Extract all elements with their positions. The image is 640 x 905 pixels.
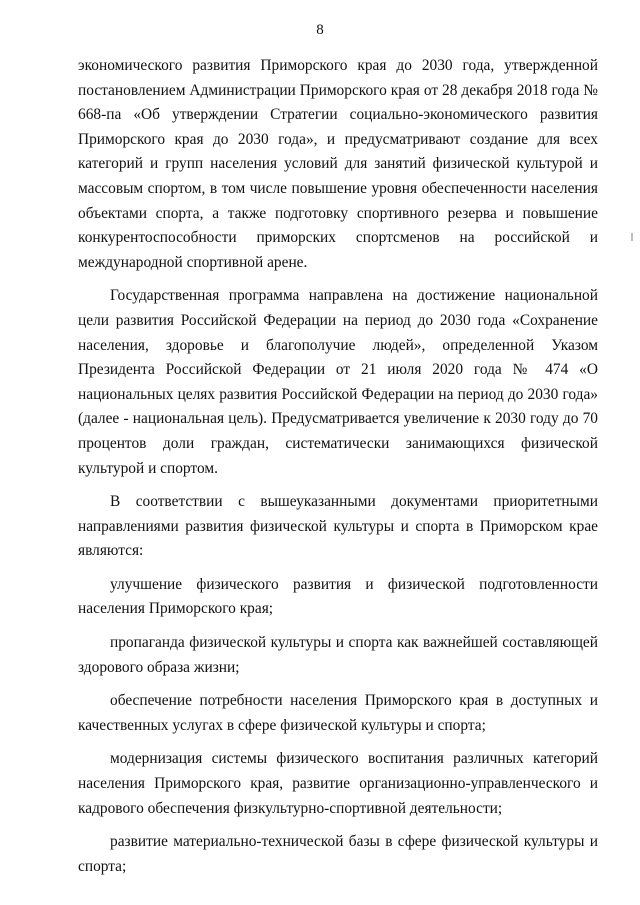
list-item-physical-development: улучшение физического развития и физической подготовленности населения Приморского края; (78, 575, 598, 618)
paragraph-national-goal: Государственная программа направлена на достижение национальной цели развития Российской Федерации на период до 2030 года «Сохранение населения, здоровье и благополучие людей», определенной Указом Президента Российской Федерации от 21 июля 2020 года № 474 «О национальных целях развития Российской Федерации на период до 2030 года» (далее - национальная цель). Предусматривается увеличение к 2030 году до 70 процентов доли граждан, систематически занимающихся физической культурой и спортом. (78, 287, 598, 477)
list-item-accessible-services: обеспечение потребности населения Приморского края в доступных и качественных услугах в сфере физической культуры и спорта; (78, 692, 598, 734)
list-item-sport-promotion: пропаганда физической культуры и спорта как важнейшей составляющей здорового образа жизни; (78, 634, 598, 676)
scan-margin-mark (631, 233, 633, 241)
paragraph-priority-intro: В соответствии с вышеуказанными документами приоритетными направлениями развития физической культуры и спорта в Приморском крае являются: (78, 493, 598, 560)
list-item-infrastructure-development: развитие материально-технической базы в сфере физической культуры и спорта; (78, 833, 598, 875)
document-body (78, 54, 598, 879)
paragraph-strategy-continuation: экономического развития Приморского края до 2030 года, утвержденной постановлением Администрации Приморского края от 28 декабря 2018 года № 668-па «Об утверждении Стратегии социально-экономического развития Приморского края до 2030 года», и предусматривают создание для всех категорий и групп населения условий для занятий физической культурой и массовым спортом, в том числе повышение уровня обеспеченности населения объектами спорта, а также подготовку спортивного резерва и повышение конкурентоспособности приморских спортсменов на российской и международной спортивной арене. (78, 57, 598, 271)
page-number: 8 (316, 22, 324, 38)
list-item-education-modernization: модернизация системы физического воспитания различных категорий населения Приморского края, развитие организационно-управленческого и кадрового обеспечения физкультурно-спортивной деятельности; (78, 750, 598, 817)
